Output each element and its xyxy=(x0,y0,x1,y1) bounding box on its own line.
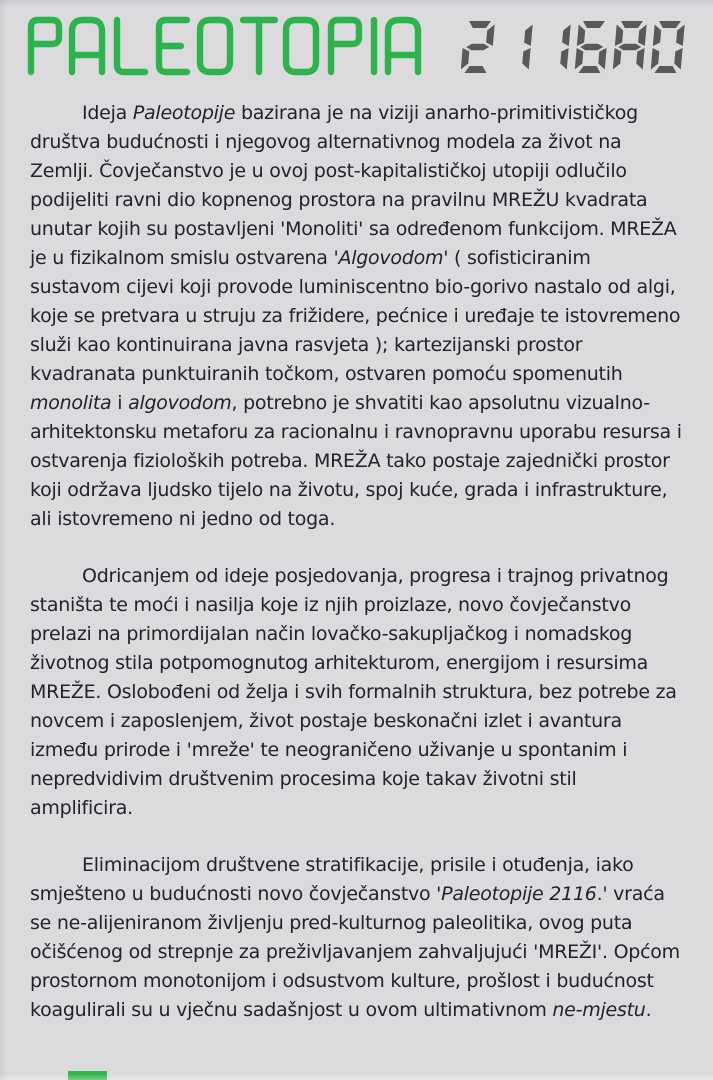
paragraph-3 xyxy=(30,851,682,1025)
text-run: .' vraća se ne-alijeniranom življenju pred-kulturnog paleolitika, ovog puta očišćenog od strepnje za preživljavanjem zahvaljujući 'MREŽI'. Općom prostornom monotonijom i odsustvom kulture, prošlost i budućnost koagulirali su u vječnu sadašnjost u ovom ultimativnom xyxy=(30,883,680,1021)
text-run: Eliminacijom društvene stratifikacije, prisile i otuđenja, iako smješteno u budućnosti novo čovječanstvo ' xyxy=(30,854,634,905)
text-run: i xyxy=(111,392,129,414)
paragraph-2 xyxy=(30,562,682,823)
text-run: Ideja xyxy=(82,102,133,124)
italic-run: algovodom xyxy=(128,392,232,414)
text-run: . xyxy=(645,999,652,1021)
italic-run: Paleotopije 2116 xyxy=(441,883,597,905)
text-run: , potrebno je shvatiti kao apsolutnu vizualno-arhitektonsku metaforu za racionalnu i ravnopravnu uporabu resursa i ostvarenja fizioloških potreba. MREŽA tako postaje zajednički prostor koji održava ljudsko tijelo na životu, spoj kuće, grada i infrastrukture, ali istovremeno ni jedno od toga. xyxy=(30,392,682,530)
masthead xyxy=(0,0,713,96)
text-run: ' ( sofisticiranim sustavom cijevi koji provode luminiscentno bio-gorivo nastalo od algi, koje se pretvara u struju za frižidere, pećnice i uređaje te istovremeno služi kao kontinuirana javna rasvjeta ); kartezijanski prostor kvadranata punktuiranih točkom, ostvaren pomoću spomenutih xyxy=(30,247,681,385)
title-paleotopia xyxy=(27,14,439,78)
text-run: bazirana je na viziji anarho-primitivističkog društva budućnosti i njegovog alternativnog modela za život na Zemlji. Čovječanstvo je u ovoj post-kapitalističkoj utopiji odlučilo podijeliti ravni dio kopnenog prostora na pravilnu MREŽU kvadrata unutar kojih su postavljeni 'Monoliti' sa određenom funkcijom. MREŽA je u fizikalnom smislu ostvarena ' xyxy=(30,102,677,269)
article-body xyxy=(30,99,682,1053)
italic-run: monolita xyxy=(30,392,112,414)
paragraph-1 xyxy=(30,99,682,534)
italic-run: Algovodom xyxy=(338,247,444,269)
page-bottom-edge-highlight xyxy=(0,1074,713,1080)
italic-run: Paleotopije xyxy=(132,102,236,124)
italic-run: ne-mjestu xyxy=(552,999,646,1021)
title-2116ad-lcd xyxy=(461,20,697,76)
page-left-edge-shadow xyxy=(0,0,7,1080)
text-run: Odricanjem od ideje posjedovanja, progresa i trajnog privatnog staništa te moći i nasilja koje iz njih proizlaze, novo čovječanstvo prelazi na primordijalan način lovačko-sakupljačkog i nomadskog životnog stila potpomognutog arhitekturom, energijom i resursima MREŽE. Oslobođeni od želja i svih formalnih struktura, bez potrebe za novcem i zaposlenjem, život postaje beskonačni izlet i avantura između prirode i 'mreže' te neograničeno uživanje u spontanim i nepredvidivim društvenim procesima koje takav životni stil amplificira. xyxy=(30,565,677,819)
